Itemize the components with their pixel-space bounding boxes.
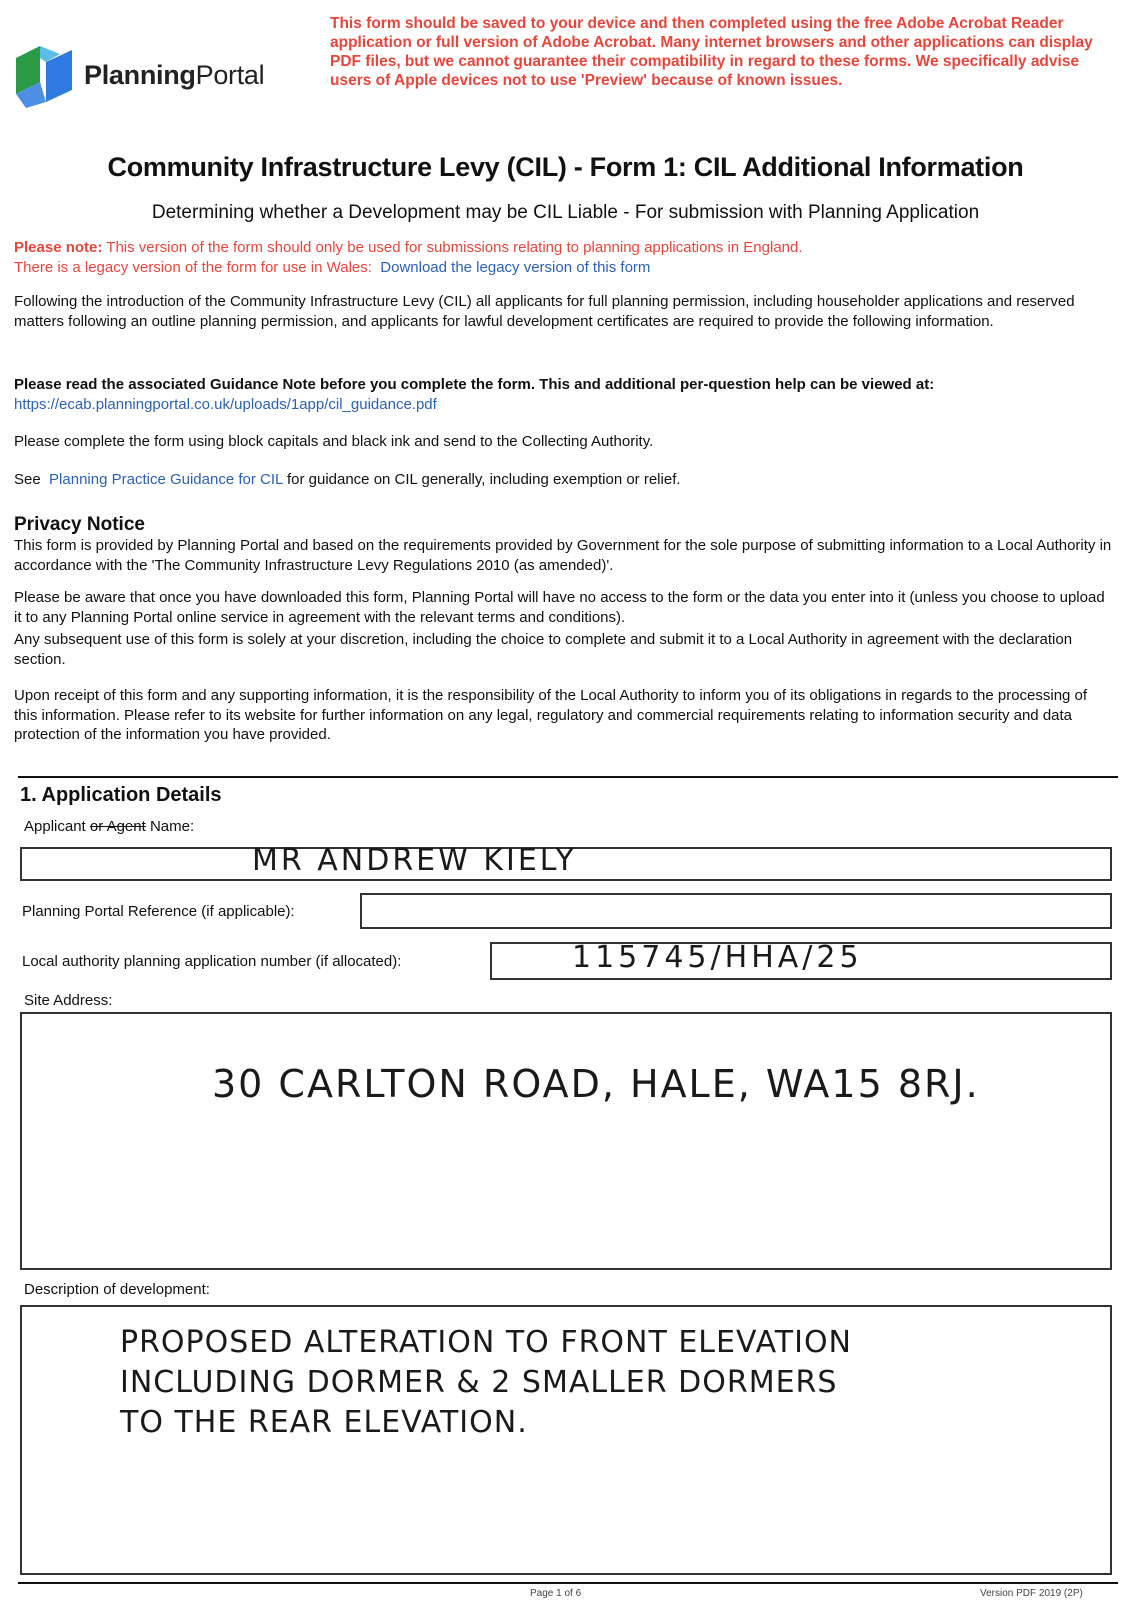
applicant-name-value: MR ANDREW KIELY xyxy=(252,843,577,878)
site-address-label: Site Address: xyxy=(24,992,113,1009)
la-number-value: 115745/HHA/25 xyxy=(572,940,863,975)
see-guidance-line: See Planning Practice Guidance for CIL for guidance on CIL generally, including exemption or relief. xyxy=(14,471,681,488)
la-number-field[interactable] xyxy=(490,942,1112,980)
page-number: Page 1 of 6 xyxy=(530,1588,582,1599)
guidance-link[interactable]: https://ecab.planningportal.co.uk/uploads/1app/cil_guidance.pdf xyxy=(14,395,437,413)
logo-text: PlanningPortal xyxy=(84,60,265,90)
section-divider-top xyxy=(18,776,1118,778)
description-field[interactable] xyxy=(20,1305,1112,1575)
planning-practice-guidance-link[interactable]: Planning Practice Guidance for CIL xyxy=(49,471,283,488)
privacy-heading: Privacy Notice xyxy=(14,514,145,535)
la-number-label: Local authority planning application number (if allocated): xyxy=(22,953,402,970)
applicant-name-field[interactable] xyxy=(20,843,1112,881)
site-address-field[interactable] xyxy=(20,1012,1112,1270)
guidance-paragraph: Please read the associated Guidance Note before you complete the form. This and additional per-question help can be viewed at: https://ecab.planningportal.co.uk/uploads/1app/cil_guidance.pdf xyxy=(14,376,935,413)
privacy-paragraph-2: Please be aware that once you have downloaded this form, Planning Portal will have no access to the form or the data you enter into it (unless you choose to upload it to any Planning Portal online service in agreement with the relevant terms and conditions). xyxy=(14,589,1105,626)
description-line-2: INCLUDING DORMER & 2 SMALLER DORMERS xyxy=(120,1365,838,1400)
description-line-3: TO THE REAR ELEVATION. xyxy=(120,1405,528,1440)
applicant-name-label: Applicant or Agent Name: xyxy=(24,818,195,835)
planning-portal-logo-icon xyxy=(14,44,78,110)
description-label: Description of development: xyxy=(24,1281,210,1298)
section-1-title: 1. Application Details xyxy=(20,784,222,806)
pp-reference-field[interactable] xyxy=(360,893,1112,929)
compatibility-warning: This form should be saved to your device and then completed using the free Adobe Acrobat Reader application or full version of Adobe Acrobat. Many internet browsers and other applications can display PDF files, but we cannot guarantee their compatibility in regard to these forms. We specifically advise users of Apple devices not to use 'Preview' because of known issues. xyxy=(330,15,1093,89)
form-title: Community Infrastructure Levy (CIL) - Form 1: CIL Additional Information xyxy=(107,152,1024,182)
description-value xyxy=(120,1323,852,1443)
privacy-paragraph-3: Any subsequent use of this form is solely at your discretion, including the choice to complete and submit it to a Local Authority in agreement with the declaration section. xyxy=(14,631,1073,668)
intro-paragraph: Following the introduction of the Community Infrastructure Levy (CIL) all applicants for full planning permission, including householder applications and reserved matters following an outline planning permission, and applicants for lawful development certificates are required to provide the following information. xyxy=(14,293,1075,330)
legacy-form-link[interactable]: Download the legacy version of this form xyxy=(380,259,651,276)
section-divider-bottom xyxy=(18,1582,1118,1584)
privacy-paragraph-4: Upon receipt of this form and any supporting information, it is the responsibility of the Local Authority to inform you of its obligations in regards to the processing of this information. Please refer to its website for further information on any legal, regulatory and commercial requirements relating to information security and data protection of the information you have provided. xyxy=(14,687,1088,743)
block-capitals-instruction: Please complete the form using block capitals and black ink and send to the Collecting Authority. xyxy=(14,433,654,450)
privacy-paragraph-1: This form is provided by Planning Portal and based on the requirements provided by Government for the sole purpose of submitting information to a Local Authority in accordance with the 'The Community Infrastructure Levy Regulations 2010 (as amended)'. xyxy=(14,537,1112,574)
form-subtitle: Determining whether a Development may be CIL Liable - For submission with Planning Application xyxy=(151,202,980,223)
pp-reference-label: Planning Portal Reference (if applicable): xyxy=(22,903,295,920)
description-line-1: PROPOSED ALTERATION TO FRONT ELEVATION xyxy=(120,1325,852,1360)
version-label: Version PDF 2019 (2P) xyxy=(980,1588,1083,1599)
england-note: Please note: This version of the form should only be used for submissions relating to planning applications in England. There is a legacy version of the form for use in Wales: Download the legacy version of this form xyxy=(14,239,803,276)
site-address-value: 30 CARLTON ROAD, HALE, WA15 8RJ. xyxy=(212,1062,980,1106)
